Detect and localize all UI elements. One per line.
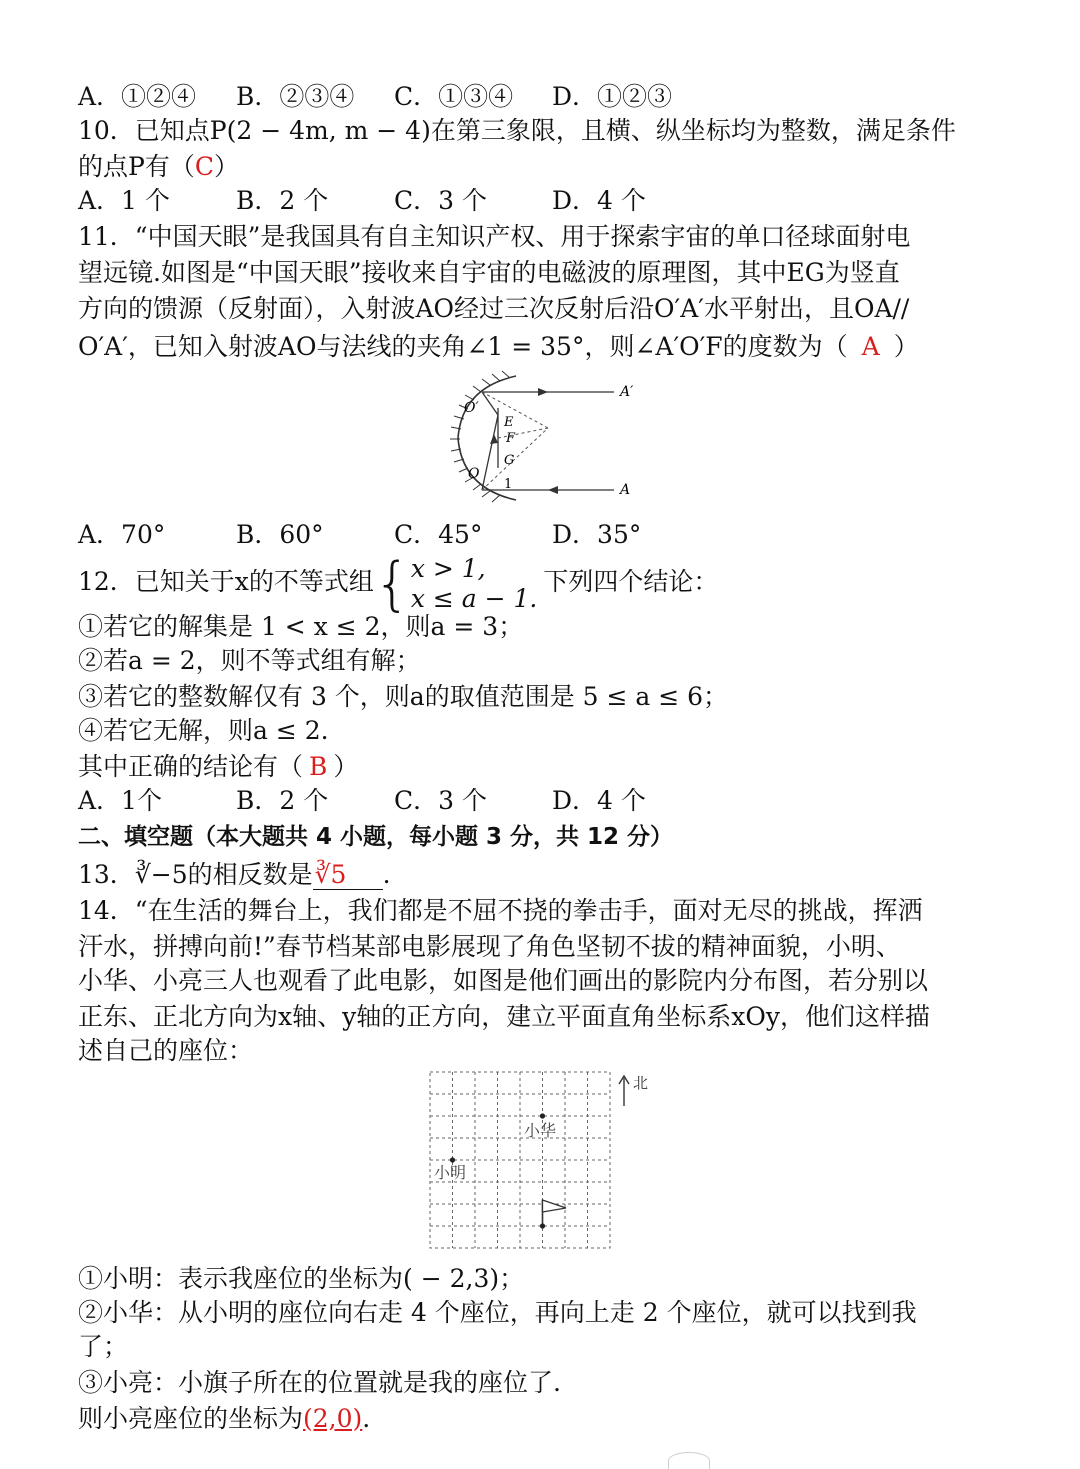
- section2-heading: 二、填空题（本大题共 4 小题，每小题 3 分，共 12 分）: [78, 824, 674, 850]
- q12-option-d: D．4 个: [552, 786, 646, 815]
- grid-lines: [430, 1072, 610, 1248]
- q12-option-c: C．3 个: [394, 786, 487, 815]
- q14-line4: 正东、正北方向为x轴、y轴的正方向，建立平面直角坐标系xOy，他们这样描: [78, 1002, 930, 1031]
- q10-line2-pre: 的点P有（: [78, 152, 195, 181]
- q13-answer: ∛5: [314, 860, 347, 889]
- north-label: 北: [633, 1074, 649, 1092]
- q12-system: [411, 554, 538, 614]
- q12-brace: {: [373, 549, 411, 618]
- q14-statement-1: ①小明：表示我座位的坐标为( − 2,3)；: [78, 1264, 525, 1293]
- q11-line3: 方向的馈源（反射面），入射波AO经过三次反射后沿O′A′水平射出，且OA//: [78, 294, 910, 323]
- q12-sys-line1: x > 1,: [410, 553, 486, 583]
- page-corner-mark: [668, 1452, 710, 1469]
- q10-option-b: B．2 个: [236, 186, 329, 215]
- q11-option-b: B．60°: [236, 520, 324, 549]
- q11-options-row: [78, 518, 710, 552]
- q14-line2: 汗水，拼搏向前!”春节档某部电影展现了角色坚韧不拔的精神面貌，小明、: [78, 932, 901, 961]
- q11-line2: 望远镜.如图是“中国天眼”接收来自宇宙的电磁波的原理图，其中EG为竖直: [78, 258, 900, 287]
- q11-option-c: C．45°: [394, 520, 483, 549]
- xiaohua-seat-dot: [540, 1113, 545, 1118]
- q14-final-pre: 则小亮座位的坐标为: [78, 1404, 304, 1433]
- q14-line3: 小华、小亮三人也观看了此电影，如图是他们画出的影院内分布图，若分别以: [78, 966, 929, 995]
- label-angle-1: 1: [504, 477, 513, 492]
- q12-option-b: B．2 个: [236, 786, 329, 815]
- q14-statement-3: 了；: [78, 1332, 129, 1361]
- q14-line5: 述自己的座位：: [78, 1036, 254, 1065]
- q12-options-row: [78, 784, 710, 818]
- q10-line2: [78, 150, 239, 184]
- label-o-prime: O′: [464, 400, 479, 416]
- label-a: A: [620, 482, 631, 498]
- q12-answer: B: [309, 752, 328, 781]
- q9-option-a: A．①②④: [78, 82, 197, 111]
- q14-answer: (2,0): [303, 1404, 363, 1433]
- q9-option-b: B．②③④: [236, 82, 355, 111]
- q12-option-a: A．1个: [78, 786, 162, 815]
- q10-line2-post: ）: [213, 152, 239, 181]
- q13-line: [78, 858, 391, 892]
- xiaoming-seat-dot: [450, 1157, 455, 1162]
- north-arrow-icon: [619, 1076, 629, 1106]
- q12-which: [78, 750, 358, 784]
- label-g: G: [504, 453, 515, 468]
- q11-line4-pre: O′A′，已知入射波AO与法线的夹角∠1 = 35°，则∠A′O′F的度数为（: [78, 332, 848, 361]
- q12-which-pre: 其中正确的结论有（: [78, 752, 304, 781]
- q12-stem: [78, 549, 719, 618]
- xiaohua-label: 小华: [524, 1121, 557, 1140]
- reflection-rays: [482, 388, 614, 494]
- xiaoming-label: 小明: [434, 1163, 467, 1182]
- q13-suffix: .: [382, 860, 391, 889]
- q14-statement-2: ②小华：从小明的座位向右走 4 个座位，再向上走 2 个座位，就可以找到我: [78, 1298, 917, 1327]
- q9-option-c: C．①③④: [394, 82, 514, 111]
- q11-line4-post: ）: [893, 332, 919, 361]
- q12-sys-line2: x ≤ a − 1.: [410, 583, 538, 613]
- q14-line1: 14．“在生活的舞台上，我们都是不屈不挠的拳击手，面对无尽的挑战，挥洒: [78, 896, 923, 925]
- q12-conclusion-2: ②若a = 2，则不等式组有解；: [78, 646, 421, 675]
- label-a-prime: A′: [620, 384, 634, 400]
- q12-which-post: ）: [333, 752, 359, 781]
- q11-option-a: A．70°: [78, 520, 166, 549]
- q11-line4: [78, 330, 919, 364]
- q14-final-post: .: [362, 1404, 371, 1433]
- cinema-seat-grid: [426, 1068, 666, 1254]
- q11-answer: A: [861, 332, 880, 361]
- q9-option-d: D．①②③: [552, 82, 673, 111]
- q14-final: [78, 1402, 370, 1436]
- q10-options-row: [78, 184, 710, 218]
- q9-options-row: [78, 80, 710, 114]
- q11-line1: 11．“中国天眼”是我国具有自主知识产权、用于探索宇宙的单口径球面射电: [78, 222, 911, 251]
- label-o: O: [468, 466, 480, 482]
- q10-option-c: C．3 个: [394, 186, 487, 215]
- q12-prefix: 12．已知关于x的不等式组: [78, 567, 374, 596]
- label-e: E: [504, 415, 514, 430]
- q13-prefix: 13．: [78, 860, 135, 889]
- q14-statement-4: ③小亮：小旗子所在的位置就是我的座位了.: [78, 1368, 561, 1397]
- q13-answer-blank: [313, 861, 383, 890]
- q10-answer: C: [194, 152, 214, 181]
- q10-option-a: A．1 个: [78, 186, 170, 215]
- q10-option-d: D．4 个: [552, 186, 646, 215]
- q13-expr: ∛−5的相反数是: [134, 860, 313, 889]
- q12-conclusion-1: ①若它的解集是 1 < x ≤ 2，则a = 3；: [78, 612, 524, 641]
- q12-suffix: 下列四个结论：: [543, 567, 719, 596]
- label-f: F: [506, 431, 516, 446]
- q10-line1: 10．已知点P(2 − 4m, m − 4)在第三象限，且横、纵坐标均为整数，满足条件: [78, 116, 956, 145]
- telescope-reflection-diagram: [430, 368, 650, 508]
- q12-conclusion-3: ③若它的整数解仅有 3 个，则a的取值范围是 5 ≤ a ≤ 6；: [78, 682, 729, 711]
- q11-option-d: D．35°: [552, 520, 642, 549]
- q12-conclusion-4: ④若它无解，则a ≤ 2.: [78, 716, 329, 745]
